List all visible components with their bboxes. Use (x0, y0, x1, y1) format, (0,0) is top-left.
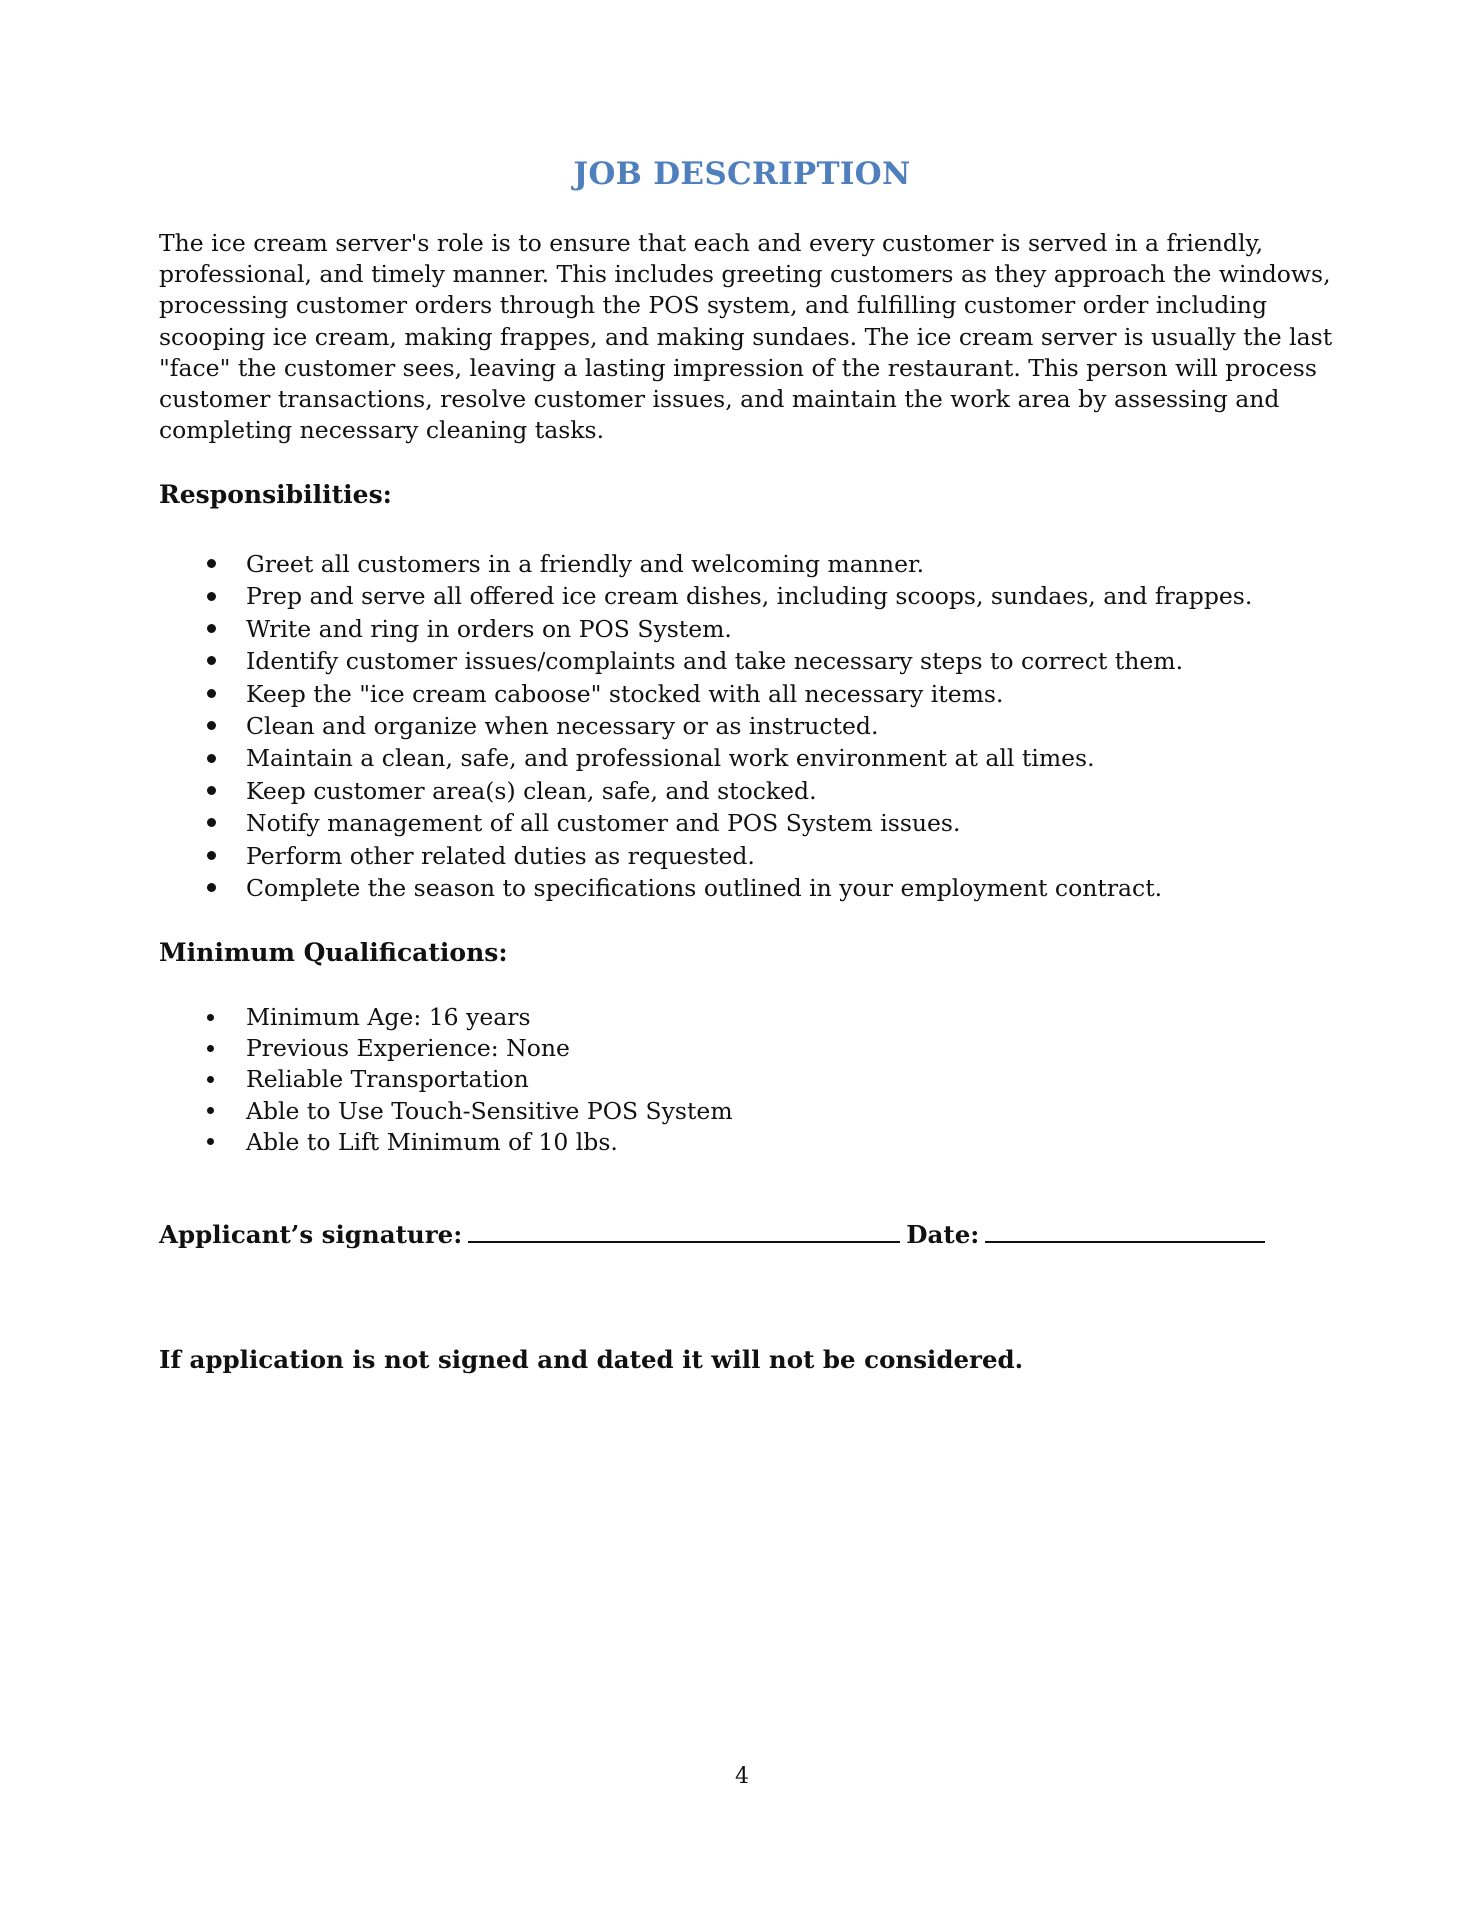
bullet-icon (207, 1107, 214, 1114)
list-item: Able to Use Touch-Sensitive POS System (159, 1096, 733, 1127)
bullet-icon (207, 883, 216, 892)
list-item: Reliable Transportation (159, 1064, 733, 1095)
bullet-icon (207, 559, 216, 568)
list-item: Notify management of all customer and POS System issues. (159, 807, 1252, 839)
list-item: Complete the season to specifications outlined in your employment contract. (159, 872, 1252, 904)
page-number: 4 (735, 1764, 749, 1789)
list-item: Minimum Age: 16 years (159, 1002, 733, 1033)
applicant-signature-label: Applicant’s signature: (159, 1220, 463, 1249)
list-item: Maintain a clean, safe, and professional work environment at all times. (159, 742, 1252, 774)
signature-warning: If application is not signed and dated it will not be considered. (159, 1345, 1024, 1374)
bullet-icon (207, 851, 216, 860)
list-item: Clean and organize when necessary or as instructed. (159, 710, 1252, 742)
bullet-icon (207, 1076, 214, 1083)
bullet-icon (207, 1138, 214, 1145)
list-item: Identify customer issues/complaints and take necessary steps to correct them. (159, 645, 1252, 677)
bullet-icon (207, 721, 216, 730)
qualifications-heading: Minimum Qualifications: (159, 938, 508, 967)
applicant-signature-field[interactable] (468, 1221, 900, 1243)
responsibilities-heading: Responsibilities: (159, 480, 392, 509)
list-item: Perform other related duties as requested. (159, 840, 1252, 872)
bullet-icon (207, 689, 216, 698)
bullet-icon (207, 1014, 214, 1021)
list-item: Prep and serve all offered ice cream dishes, including scoops, sundaes, and frappes. (159, 580, 1252, 612)
signature-line (159, 1220, 1265, 1249)
list-item: Write and ring in orders on POS System. (159, 613, 1252, 645)
bullet-icon (207, 786, 216, 795)
bullet-icon (207, 624, 216, 633)
bullet-icon (207, 592, 216, 601)
list-item: Greet all customers in a friendly and welcoming manner. (159, 548, 1252, 580)
intro-paragraph: The ice cream server's role is to ensure that each and every customer is served in a friendly, professional, and timely manner. This includes greeting customers as they approach the windows, processing customer orders through the POS system, and fulfilling customer order including scooping ice cream, making frappes, and making sundaes. The ice cream server is usually the last "face" the customer sees, leaving a lasting impression of the restaurant. This person will process customer transactions, resolve customer issues, and maintain the work area by assessing and completing necessary cleaning tasks. (159, 229, 1333, 445)
bullet-icon (207, 754, 216, 763)
responsibilities-list (159, 548, 1252, 904)
date-field[interactable] (985, 1221, 1265, 1243)
date-label: Date: (906, 1220, 980, 1249)
page-title: JOB DESCRIPTION (573, 156, 911, 192)
list-item: Previous Experience: None (159, 1033, 733, 1064)
bullet-icon (207, 818, 216, 827)
list-item: Able to Lift Minimum of 10 lbs. (159, 1127, 733, 1158)
bullet-icon (207, 1045, 214, 1052)
bullet-icon (207, 656, 216, 665)
list-item: Keep customer area(s) clean, safe, and stocked. (159, 775, 1252, 807)
qualifications-list (159, 1002, 733, 1158)
list-item: Keep the "ice cream caboose" stocked with all necessary items. (159, 678, 1252, 710)
